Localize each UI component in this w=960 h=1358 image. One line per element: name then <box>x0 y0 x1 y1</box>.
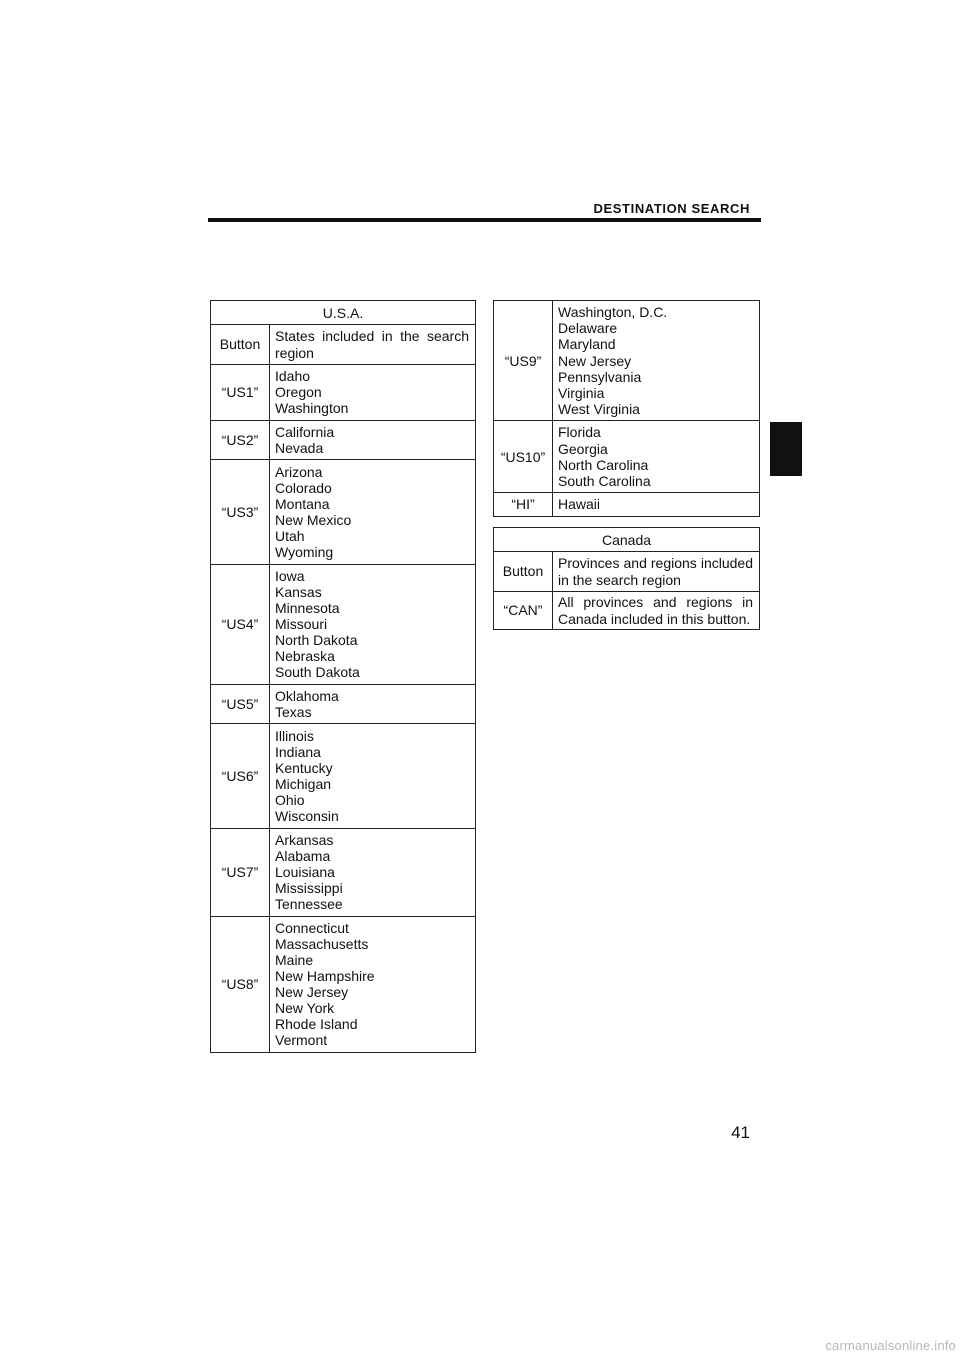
state-name: Wisconsin <box>275 808 339 825</box>
table-row <box>494 493 760 517</box>
state-name: Louisiana <box>275 864 335 880</box>
region-button-label: “US6” <box>211 724 270 828</box>
region-button-label: “US8” <box>211 916 270 1052</box>
usa-header-button: Button <box>211 325 270 365</box>
state-name: Washington, D.C. <box>558 304 668 321</box>
state-name: Connecticut <box>275 919 349 936</box>
state-name: New Mexico <box>275 512 352 529</box>
state-name: Tennessee <box>275 896 343 913</box>
state-name: Pennsylvania <box>558 368 642 385</box>
region-button-label: “US3” <box>211 460 270 564</box>
header-rule <box>208 218 761 222</box>
region-button-label: “US5” <box>211 684 270 724</box>
usa-region-table-continued <box>493 300 760 517</box>
state-name: Florida <box>558 424 601 441</box>
state-name: South Carolina <box>558 472 651 489</box>
state-name: Texas <box>275 704 312 721</box>
state-name: Arkansas <box>275 831 334 848</box>
state-name: Vermont <box>275 1032 328 1049</box>
canada-header-provinces: Provinces and regions included in the search region <box>553 552 760 592</box>
usa-header-states: States included in the search region <box>270 325 476 365</box>
running-header: DESTINATION SEARCH <box>593 201 750 216</box>
state-name: Rhode Island <box>275 1016 358 1033</box>
state-name: California <box>275 424 335 441</box>
region-button-label: “CAN” <box>494 592 553 630</box>
table-row <box>211 420 476 460</box>
state-name: Minnesota <box>275 600 340 617</box>
canada-region-table <box>493 527 760 630</box>
state-name: Massachusetts <box>275 935 369 952</box>
state-name: New Jersey <box>558 352 632 369</box>
table-row <box>211 916 476 1052</box>
table-row <box>211 684 476 724</box>
states-list <box>270 724 476 828</box>
state-name: Indiana <box>275 743 321 760</box>
region-button-label: “HI” <box>494 493 553 517</box>
state-name: Kansas <box>275 583 322 600</box>
state-name: Virginia <box>558 384 605 401</box>
state-name: Ohio <box>275 792 305 809</box>
state-name: Oklahoma <box>275 688 339 705</box>
state-name: Utah <box>275 528 305 545</box>
region-button-label: “US2” <box>211 420 270 460</box>
state-name: Washington <box>275 400 349 417</box>
states-list <box>270 564 476 684</box>
table-row <box>494 301 760 421</box>
state-name: Kentucky <box>275 759 333 776</box>
states-list <box>270 916 476 1052</box>
state-name: Maine <box>275 952 314 968</box>
canada-header-button: Button <box>494 552 553 592</box>
region-button-label: “US1” <box>211 365 270 421</box>
state-name: Missouri <box>275 616 328 633</box>
region-button-label: “US10” <box>494 421 553 493</box>
page-number: 41 <box>731 1123 750 1142</box>
state-name: Maryland <box>558 336 616 353</box>
state-name: Oregon <box>275 384 322 401</box>
usa-region-table <box>210 300 476 1053</box>
states-list <box>553 421 760 493</box>
table-row <box>211 365 476 421</box>
state-name: Georgia <box>558 440 608 457</box>
table-row <box>494 421 760 493</box>
section-thumb-tab <box>770 422 802 476</box>
states-list <box>270 684 476 724</box>
table-row <box>211 828 476 916</box>
state-name: Nebraska <box>275 648 335 665</box>
state-name: Mississippi <box>275 880 343 897</box>
state-name: Iowa <box>275 567 305 584</box>
provinces-list: All provinces and regions in Canada included in this button. <box>553 592 760 630</box>
states-list <box>270 365 476 421</box>
region-button-label: “US9” <box>494 301 553 421</box>
state-name: Alabama <box>275 847 331 864</box>
state-name: Nevada <box>275 440 324 457</box>
table-row <box>211 460 476 564</box>
state-name: New York <box>275 1000 335 1017</box>
states-list <box>270 460 476 564</box>
region-button-label: “US7” <box>211 828 270 916</box>
state-name: Arizona <box>275 463 323 480</box>
states-list <box>270 420 476 460</box>
usa-continued-body <box>494 301 760 517</box>
state-name: South Dakota <box>275 664 360 681</box>
state-name: New Jersey <box>275 984 349 1001</box>
state-name: Michigan <box>275 776 332 792</box>
table-row <box>494 592 760 630</box>
state-name: Wyoming <box>275 544 334 561</box>
region-button-label: “US4” <box>211 564 270 684</box>
state-name: Colorado <box>275 479 332 496</box>
table-row <box>211 724 476 828</box>
canada-table-caption: Canada <box>494 528 760 552</box>
state-name: West Virginia <box>558 400 640 417</box>
usa-table-caption: U.S.A. <box>211 301 476 325</box>
table-row <box>211 564 476 684</box>
state-name: Delaware <box>558 320 618 337</box>
usa-table-body <box>211 365 476 1053</box>
state-name: Montana <box>275 495 330 512</box>
states-list <box>553 301 760 421</box>
watermark: carmanualsonline.info <box>825 1338 956 1353</box>
state-name: Idaho <box>275 368 311 385</box>
state-name: North Carolina <box>558 456 649 473</box>
states-list <box>553 493 760 517</box>
state-name: Hawaii <box>558 496 601 513</box>
state-name: Illinois <box>275 727 314 744</box>
states-list <box>270 828 476 916</box>
state-name: New Hampshire <box>275 968 375 985</box>
state-name: North Dakota <box>275 632 358 649</box>
